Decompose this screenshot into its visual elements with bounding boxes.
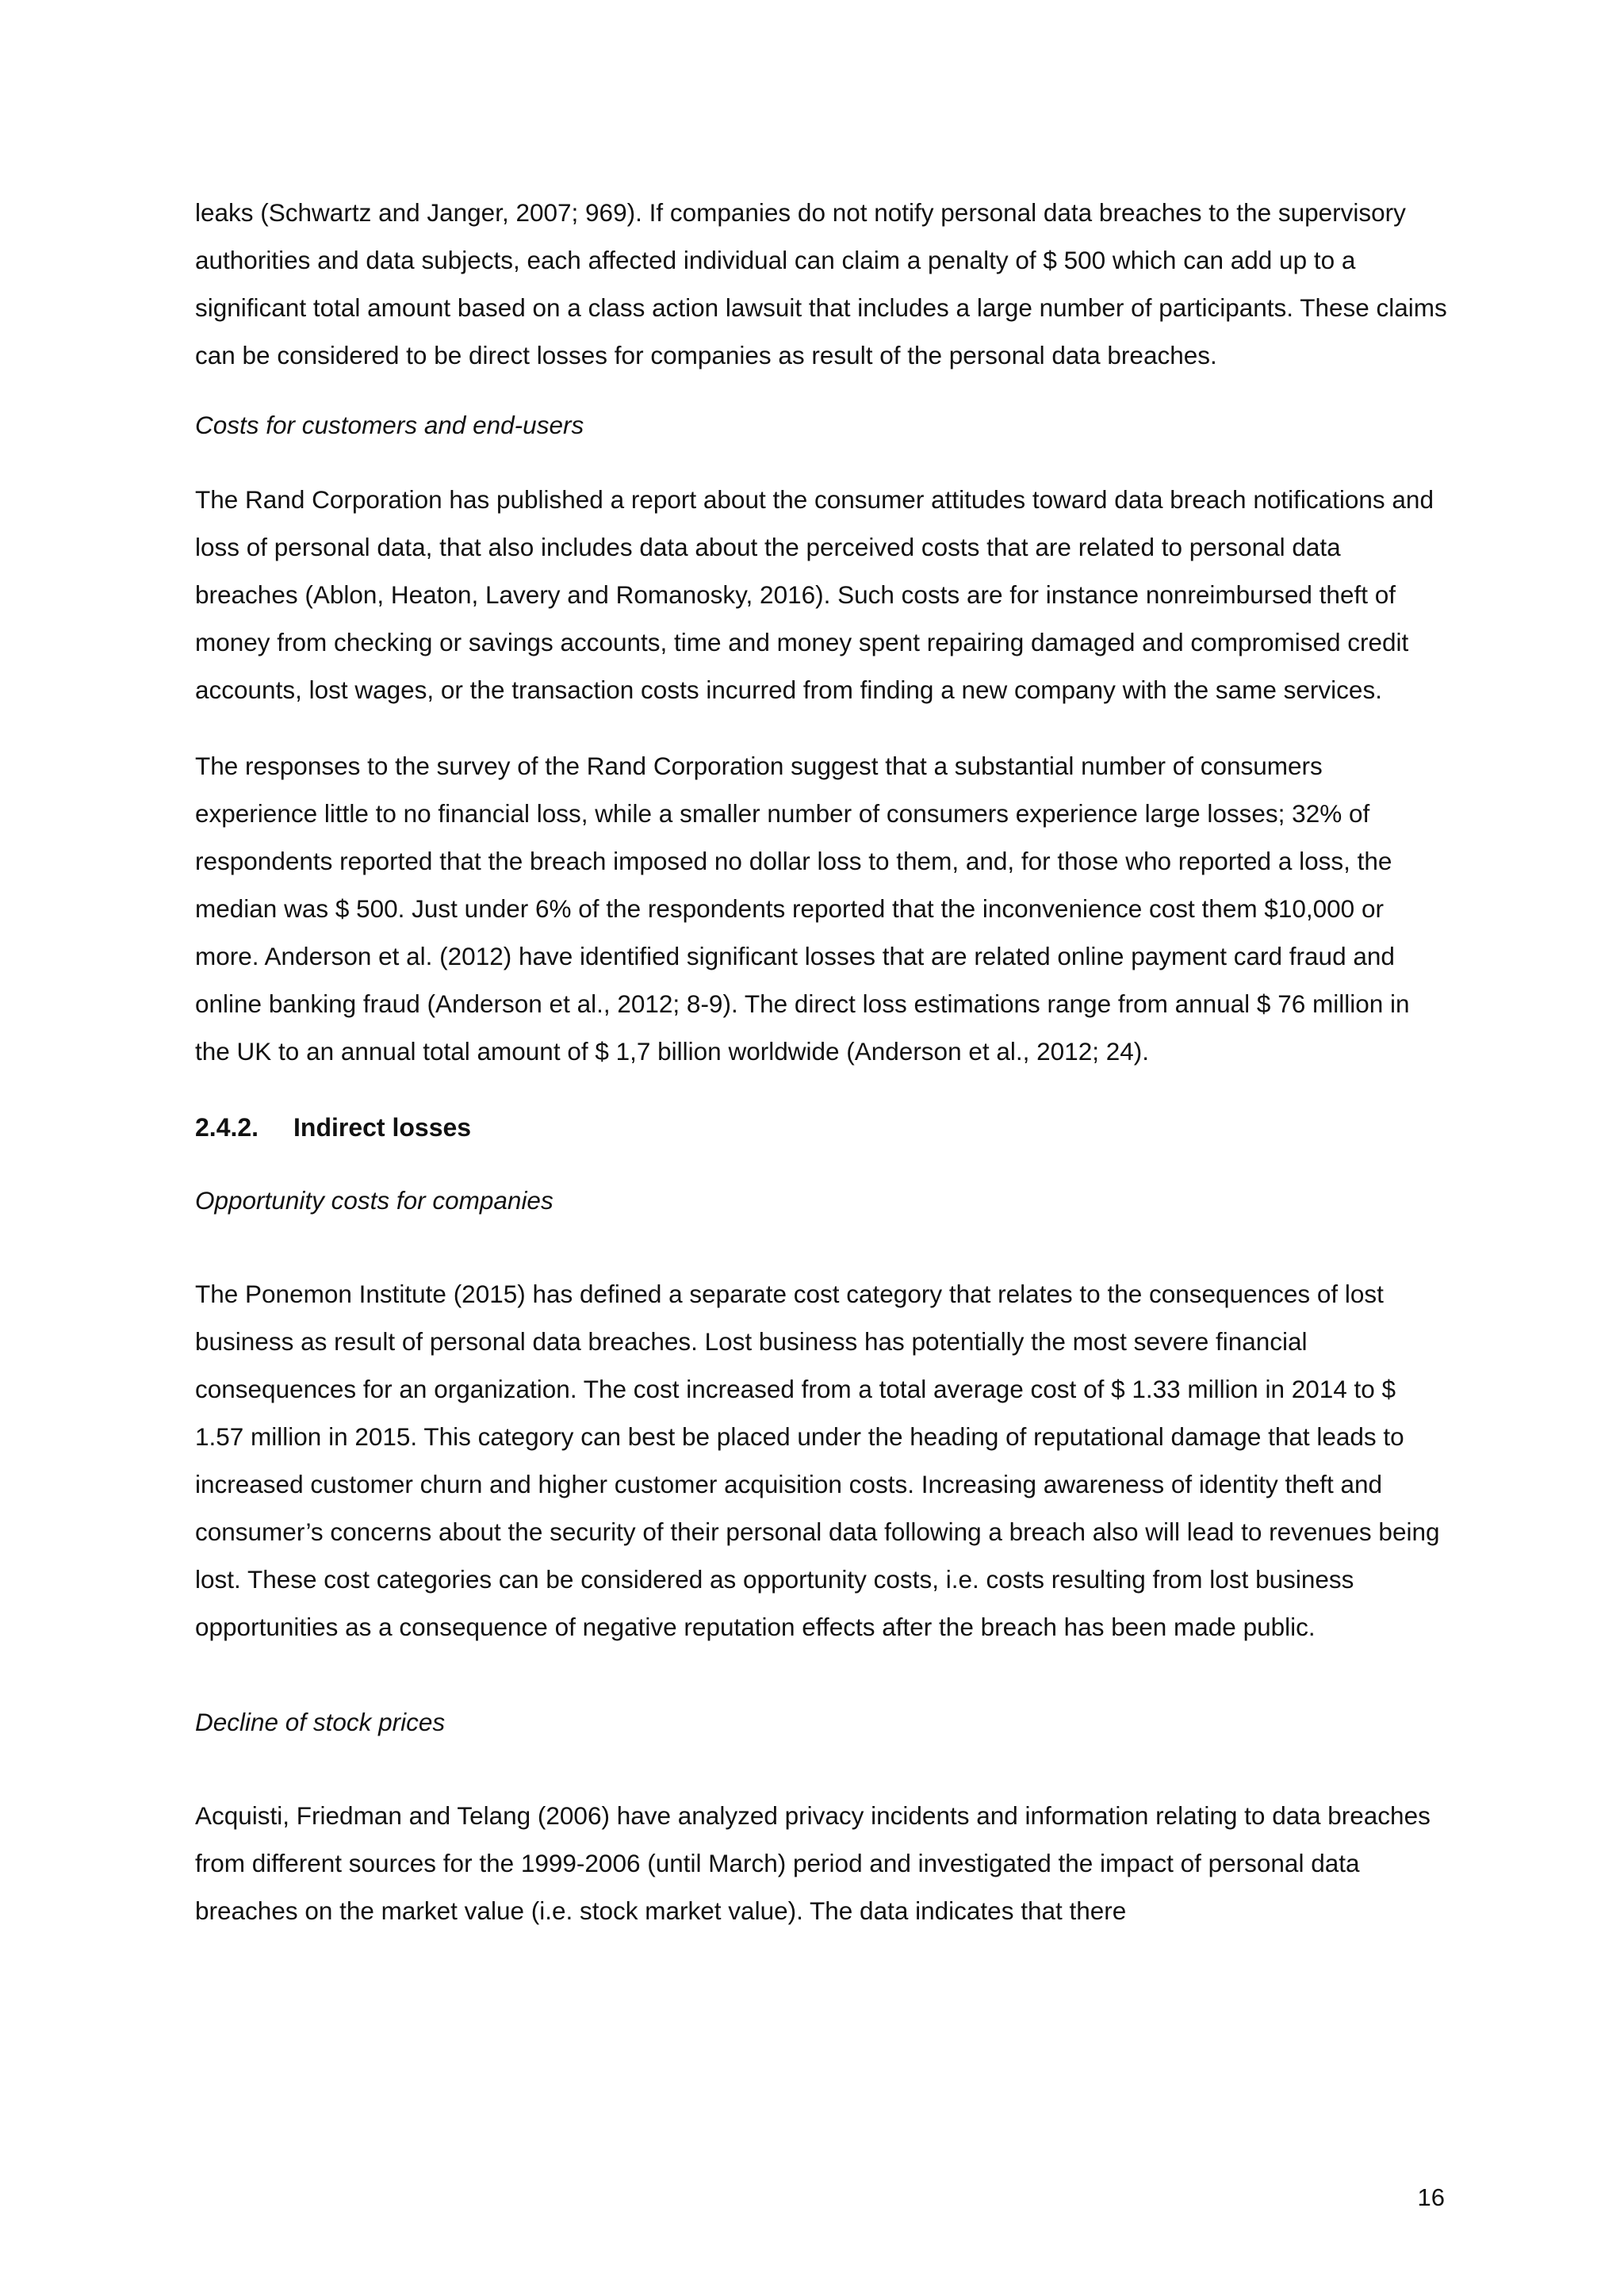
subheading-costs-customers: Costs for customers and end-users [195, 411, 584, 439]
paragraph-acquisti-study: Acquisti, Friedman and Telang (2006) have analyzed privacy incidents and information relating to data breaches from different sources for the 1999-2006 (until March) period and investigated the impact of personal data breaches on the market value (i.e. stock market value). The data indicates that there [195, 1801, 1431, 1925]
section-number: 2.4.2. [195, 1113, 259, 1142]
section-heading-indirect-losses [195, 1104, 1448, 1151]
subheading-stock-prices: Decline of stock prices [195, 1708, 446, 1736]
subheading-opportunity-costs: Opportunity costs for companies [195, 1186, 553, 1215]
paragraph-ponemon-institute: The Ponemon Institute (2015) has defined a separate cost category that relates to the consequences of lost business as result of personal data breaches. Lost business has potentially the most severe financial consequences for an organization. The cost increased from a total average cost of $ 1.33 million in 2014 to $ 1.57 million in 2015. This category can best be placed under the heading of reputational damage that leads to increased customer churn and higher customer acquisition costs. Increasing awareness of identity theft and consumer’s concerns about the security of their personal data following a breach also will lead to revenues being lost. These cost categories can be considered as opportunity costs, i.e. costs resulting from lost business opportunities as a consequence of negative reputation effects after the breach has been made public. [195, 1280, 1440, 1641]
document-page [195, 189, 1448, 1963]
paragraph-survey-responses: The responses to the survey of the Rand Corporation suggest that a substantial number of consumers experience little to no financial loss, while a smaller number of consumers experience large losses; 32% of respondents reported that the breach imposed no dollar loss to them, and, for those who reported a loss, the median was $ 500. Just under 6% of the respondents reported that the inconvenience cost them $10,000 or more. Anderson et al. (2012) have identified significant losses that are related online payment card fraud and online banking fraud (Anderson et al., 2012; 8-9). The direct loss estimations range from annual $ 76 million in the UK to an annual total amount of $ 1,7 billion worldwide (Anderson et al., 2012; 24). [195, 752, 1410, 1066]
page-number: 16 [1417, 2183, 1445, 2211]
paragraph-rand-report: The Rand Corporation has published a report about the consumer attitudes toward data breach notifications and loss of personal data, that also includes data about the perceived costs that are related to personal data breaches (Ablon, Heaton, Lavery and Romanosky, 2016). Such costs are for instance nonreimbursed theft of money from checking or savings accounts, time and money spent repairing damaged and compromised credit accounts, lost wages, or the transaction costs incurred from finding a new company with the same services. [195, 485, 1434, 704]
section-title: Indirect losses [293, 1113, 472, 1142]
paragraph-class-action-claims: leaks (Schwartz and Janger, 2007; 969). If companies do not notify personal data breaches to the supervisory authorities and data subjects, each affected individual can claim a penalty of $ 500 which can add up to a significant total amount based on a class action lawsuit that includes a large number of participants. These claims can be considered to be direct losses for companies as result of the personal data breaches. [195, 198, 1447, 369]
